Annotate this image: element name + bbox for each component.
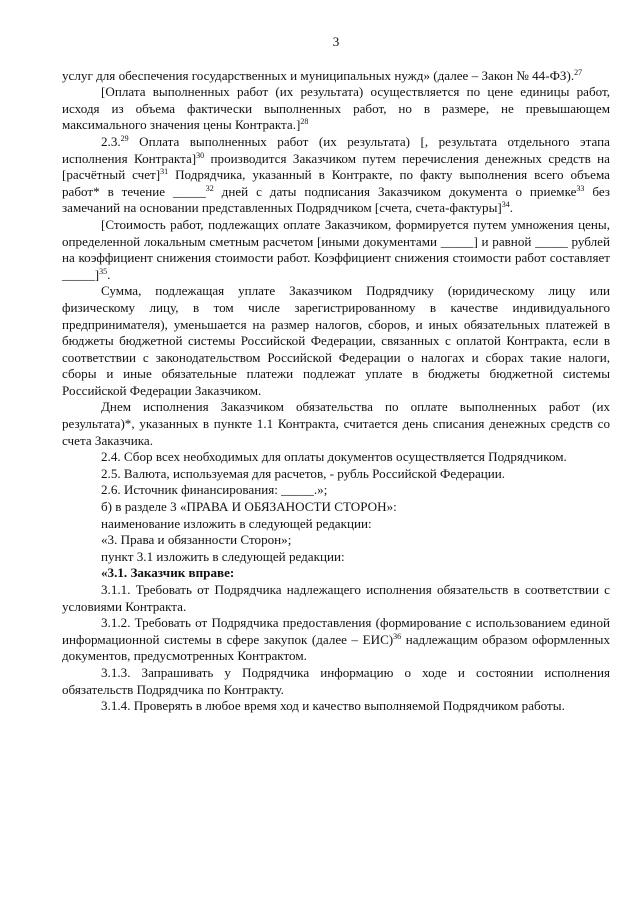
paragraph-text: «3. Права и обязанности Сторон»;: [101, 532, 292, 548]
paragraph-text: Подрядчика, указанный в Контракте, по факту выполнения всего объема работ* в течение _____: [62, 167, 610, 199]
paragraph-text: 2.3.: [101, 133, 121, 149]
paragraph-text: надлежащим образом оформленных документов, предусмотренных Контрактом.: [62, 631, 611, 664]
paragraph-p6: [62, 449, 610, 466]
paragraph-p15: [62, 615, 610, 665]
paragraph-text: 2.5. Валюта, используемая для расчетов, - рубль Российской Федерации.: [101, 465, 506, 481]
paragraph-p13: [62, 565, 610, 582]
footnote-ref: 30: [196, 150, 205, 160]
footnote-ref: 32: [205, 183, 214, 193]
paragraph-p0: [62, 68, 610, 85]
paragraph-p3: [62, 217, 610, 283]
paragraph-p10: [62, 516, 610, 533]
paragraph-text: 3.1.2. Требовать от Подрядчика предоставления (формирование с использованием единой информационной системы в сфере закупок (далее – ЕИС): [62, 615, 610, 647]
footnote-ref: 31: [160, 167, 169, 177]
paragraph-p16: [62, 665, 610, 698]
paragraph-text: 3.1.3. Запрашивать у Подрядчика информацию о ходе и состоянии исполнения обязательств Подрядчика по Контракту.: [62, 664, 610, 697]
footnote-ref: 29: [120, 133, 129, 143]
document-body: [62, 68, 610, 715]
footnote-ref: 28: [300, 117, 309, 127]
paragraph-text: наименование изложить в следующей редакции:: [101, 515, 372, 531]
bold-text: «3.1. Заказчик вправе:: [101, 565, 235, 581]
paragraph-text: [Стоимость работ, подлежащих оплате Заказчиком, формируется путем умножения цены, определенной локальным сметным расчетом [иными документами _____] и равной _____ рублей на коэффициент снижения стоимости работ. Коэффициент снижения стоимости работ составляет _____]: [62, 216, 610, 282]
paragraph-text: б) в разделе 3 «ПРАВА И ОБЯЗАНОСТИ СТОРОН»:: [101, 499, 397, 515]
page-number: 3: [332, 34, 340, 49]
paragraph-p2: [62, 134, 610, 217]
paragraph-text: без замечаний на основании представленных Подрядчиком [счета, счета-фактуры]: [62, 183, 610, 216]
paragraph-p11: [62, 532, 610, 549]
paragraph-text: 3.1.1. Требовать от Подрядчика надлежащего исполнения обязательств в соответствии с условиями Контракта.: [62, 582, 610, 614]
paragraph-p5: [62, 399, 610, 449]
paragraph-p8: [62, 482, 610, 499]
footnote-ref: 27: [574, 67, 583, 77]
paragraph-p14: [62, 582, 610, 615]
paragraph-p12: [62, 549, 610, 566]
paragraph-p9: [62, 499, 610, 516]
paragraph-text: Днем исполнения Заказчиком обязательства по оплате выполненных работ (их результата)*, указанных в пункте 1.1 Контракта, считается день списания денежных средств со счета Заказчика.: [62, 399, 610, 448]
paragraph-p7: [62, 466, 610, 483]
paragraph-text: пункт 3.1 изложить в следующей редакции:: [101, 548, 345, 564]
paragraph-p4: [62, 283, 610, 399]
paragraph-p17: [62, 698, 610, 715]
paragraph-text: 2.6. Источник финансирования: _____.»;: [101, 482, 328, 498]
paragraph-text: производится Заказчиком путем перечисления денежных средств на [расчётный счет]: [62, 150, 610, 183]
paragraph-text: Сумма, подлежащая уплате Заказчиком Подрядчику (юридическому лицу или физическому лицу, в том числе зарегистрированному в качестве индивидуального предпринимателя), уменьшается на размер налогов, сборов, и иных обязательных платежей в бюджеты бюджетной системы Российской Федерации, связанных с оплатой Контракта, если в соответствии с законодательством Российской Федерации о налогах и сборах такие налоги, сборы и иные обязательные платежи подлежат уплате в бюджеты бюджетной системы Российской Федерации Заказчиком.: [62, 283, 610, 398]
paragraph-text: дней с даты подписания Заказчиком документа о приемке: [213, 183, 577, 199]
paragraph-text: .: [107, 266, 111, 282]
footnote-ref: 34: [501, 200, 510, 210]
paragraph-text: .: [509, 200, 514, 216]
paragraph-text: 2.4. Сбор всех необходимых для оплаты документов осуществляется Подрядчиком.: [101, 449, 567, 465]
footnote-ref: 33: [576, 183, 585, 193]
paragraph-p1: [62, 84, 610, 134]
footnote-ref: 35: [99, 266, 108, 276]
paragraph-text: услуг для обеспечения государственных и муниципальных нужд» (далее – Закон № 44-ФЗ).: [62, 67, 575, 83]
paragraph-text: 3.1.4. Проверять в любое время ход и качество выполняемой Подрядчиком работы.: [101, 698, 565, 714]
paragraph-text: Оплата выполненных работ (их результата) [, результата отдельного этапа исполнения Контракта]: [62, 133, 610, 166]
paragraph-text: [Оплата выполненных работ (их результата) осуществляется по цене единицы работ, исходя из объема фактически выполненных работ, но в размере, не превышающем максимального значения цены Контракта.]: [62, 84, 610, 133]
footnote-ref: 36: [393, 631, 402, 641]
